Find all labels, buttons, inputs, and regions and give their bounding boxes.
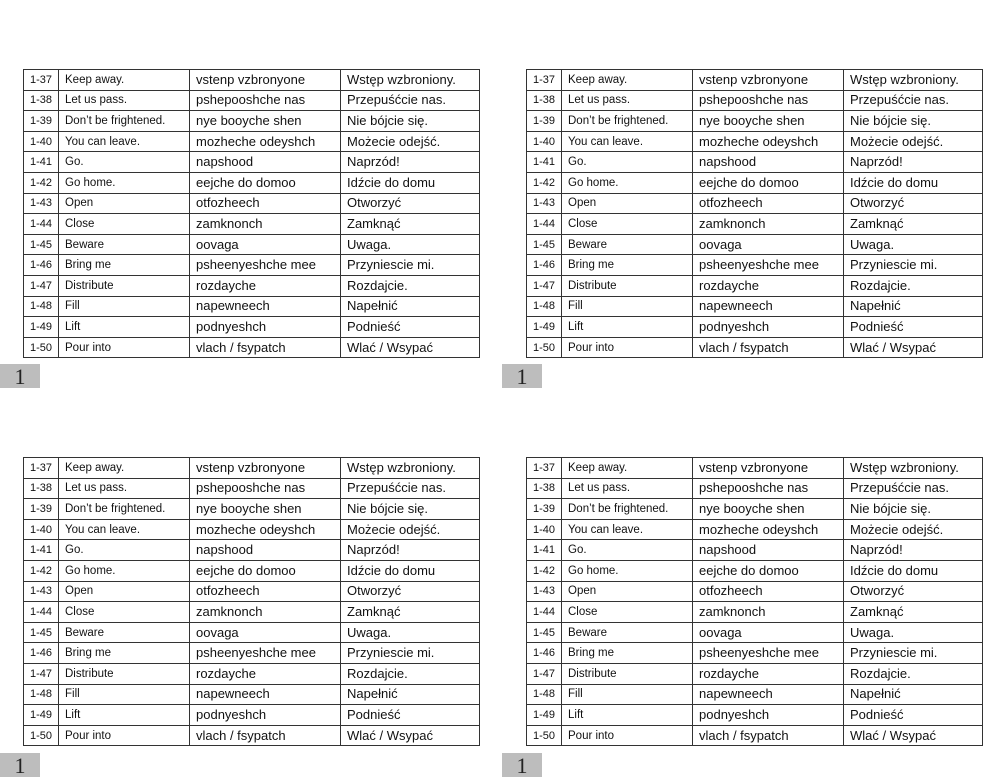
table-row	[527, 296, 983, 317]
row-number: 1-48	[527, 296, 562, 317]
phonetic-phrase: mozheche odeyshch	[693, 131, 844, 152]
polish-phrase: Naprzód!	[341, 152, 480, 173]
phonetic-phrase: rozdayche	[190, 663, 341, 684]
polish-phrase: Przepuśćcie nas.	[341, 90, 480, 111]
phonetic-phrase: napewneech	[190, 296, 341, 317]
phonetic-phrase: rozdayche	[190, 275, 341, 296]
english-phrase: Go home.	[562, 172, 693, 193]
english-phrase: You can leave.	[59, 131, 190, 152]
polish-phrase: Idźcie do domu	[844, 560, 983, 581]
table-row	[24, 499, 480, 520]
polish-phrase: Rozdajcie.	[844, 663, 983, 684]
row-number: 1-43	[24, 581, 59, 602]
phonetic-phrase: napewneech	[693, 684, 844, 705]
english-phrase: Don’t be frightened.	[562, 499, 693, 520]
phonetic-phrase: otfozheech	[693, 193, 844, 214]
phonetic-phrase: mozheche odeyshch	[190, 131, 341, 152]
polish-phrase: Idźcie do domu	[341, 560, 480, 581]
page-number-badge: 1	[502, 753, 542, 777]
phonetic-phrase: pshepooshche nas	[693, 478, 844, 499]
phonetic-phrase: mozheche odeyshch	[693, 519, 844, 540]
table-row	[24, 684, 480, 705]
phonetic-phrase: napewneech	[190, 684, 341, 705]
table-row	[24, 663, 480, 684]
row-number: 1-49	[527, 317, 562, 338]
table-row	[24, 275, 480, 296]
table-row	[24, 214, 480, 235]
row-number: 1-41	[527, 540, 562, 561]
table-row	[24, 643, 480, 664]
row-number: 1-47	[24, 275, 59, 296]
row-number: 1-49	[527, 705, 562, 726]
polish-phrase: Podnieść	[341, 317, 480, 338]
row-number: 1-41	[24, 540, 59, 561]
polish-phrase: Otworzyć	[844, 193, 983, 214]
english-phrase: Don’t be frightened.	[562, 111, 693, 132]
phonetic-phrase: psheenyeshche mee	[190, 255, 341, 276]
phonetic-phrase: podnyeshch	[693, 705, 844, 726]
polish-phrase: Rozdajcie.	[844, 275, 983, 296]
phonetic-phrase: pshepooshche nas	[190, 90, 341, 111]
english-phrase: Close	[59, 214, 190, 235]
table-row	[527, 725, 983, 746]
row-number: 1-39	[527, 111, 562, 132]
polish-phrase: Przyniescie mi.	[844, 255, 983, 276]
polish-phrase: Nie bójcie się.	[844, 111, 983, 132]
phonetic-phrase: vlach / fsypatch	[190, 725, 341, 746]
english-phrase: Keep away.	[59, 458, 190, 479]
polish-phrase: Zamknąć	[341, 214, 480, 235]
page-number-badge: 1	[502, 364, 542, 388]
table-row	[527, 499, 983, 520]
row-number: 1-50	[24, 725, 59, 746]
phonetic-phrase: eejche do domoo	[693, 172, 844, 193]
english-phrase: Keep away.	[562, 458, 693, 479]
polish-phrase: Naprzód!	[844, 540, 983, 561]
english-phrase: You can leave.	[59, 519, 190, 540]
phonetic-phrase: podnyeshch	[693, 317, 844, 338]
english-phrase: Fill	[59, 296, 190, 317]
phonetic-phrase: nye booyche shen	[190, 499, 341, 520]
row-number: 1-44	[24, 214, 59, 235]
table-row	[527, 705, 983, 726]
english-phrase: Fill	[562, 684, 693, 705]
polish-phrase: Napełnić	[341, 684, 480, 705]
polish-phrase: Otworzyć	[341, 193, 480, 214]
english-phrase: Go.	[562, 540, 693, 561]
table-row	[24, 705, 480, 726]
table-row	[527, 478, 983, 499]
row-number: 1-37	[24, 70, 59, 91]
table-row	[527, 337, 983, 358]
phonetic-phrase: vlach / fsypatch	[693, 725, 844, 746]
english-phrase: Open	[562, 581, 693, 602]
polish-phrase: Podnieść	[341, 705, 480, 726]
row-number: 1-46	[527, 643, 562, 664]
english-phrase: Keep away.	[59, 70, 190, 91]
polish-phrase: Zamknąć	[844, 214, 983, 235]
row-number: 1-37	[527, 70, 562, 91]
english-phrase: Lift	[59, 705, 190, 726]
phonetic-phrase: eejche do domoo	[693, 560, 844, 581]
table-row	[527, 152, 983, 173]
table-row	[24, 581, 480, 602]
row-number: 1-40	[24, 131, 59, 152]
phonetic-phrase: nye booyche shen	[693, 499, 844, 520]
english-phrase: Don’t be frightened.	[59, 111, 190, 132]
polish-phrase: Rozdajcie.	[341, 663, 480, 684]
phonetic-phrase: oovaga	[693, 622, 844, 643]
row-number: 1-39	[24, 499, 59, 520]
english-phrase: Close	[562, 214, 693, 235]
row-number: 1-48	[24, 684, 59, 705]
phonetic-phrase: otfozheech	[693, 581, 844, 602]
english-phrase: Go.	[562, 152, 693, 173]
table-row	[24, 111, 480, 132]
polish-phrase: Wlać / Wsypać	[341, 725, 480, 746]
polish-phrase: Nie bójcie się.	[341, 499, 480, 520]
row-number: 1-45	[527, 234, 562, 255]
english-phrase: Lift	[562, 705, 693, 726]
english-phrase: Open	[562, 193, 693, 214]
table-row	[24, 458, 480, 479]
polish-phrase: Możecie odejść.	[844, 519, 983, 540]
polish-phrase: Rozdajcie.	[341, 275, 480, 296]
table-row	[24, 540, 480, 561]
phonetic-phrase: napshood	[190, 540, 341, 561]
english-phrase: Go home.	[59, 172, 190, 193]
english-phrase: Let us pass.	[562, 90, 693, 111]
table-row	[527, 519, 983, 540]
table-row	[24, 70, 480, 91]
english-phrase: You can leave.	[562, 131, 693, 152]
polish-phrase: Wlać / Wsypać	[341, 337, 480, 358]
polish-phrase: Napełnić	[844, 684, 983, 705]
polish-phrase: Wstęp wzbroniony.	[341, 458, 480, 479]
table-row	[527, 643, 983, 664]
english-phrase: You can leave.	[562, 519, 693, 540]
phonetic-phrase: zamknonch	[693, 602, 844, 623]
table-row	[527, 317, 983, 338]
table-row	[24, 337, 480, 358]
phrase-table	[526, 457, 983, 746]
phonetic-phrase: napshood	[190, 152, 341, 173]
row-number: 1-45	[24, 234, 59, 255]
english-phrase: Fill	[59, 684, 190, 705]
english-phrase: Distribute	[562, 663, 693, 684]
polish-phrase: Wstęp wzbroniony.	[844, 70, 983, 91]
english-phrase: Go home.	[59, 560, 190, 581]
table-row	[24, 172, 480, 193]
english-phrase: Lift	[562, 317, 693, 338]
polish-phrase: Wstęp wzbroniony.	[844, 458, 983, 479]
row-number: 1-47	[24, 663, 59, 684]
english-phrase: Pour into	[59, 337, 190, 358]
polish-phrase: Podnieść	[844, 705, 983, 726]
english-phrase: Distribute	[59, 275, 190, 296]
english-phrase: Don’t be frightened.	[59, 499, 190, 520]
row-number: 1-47	[527, 663, 562, 684]
table-row	[527, 684, 983, 705]
row-number: 1-50	[527, 337, 562, 358]
row-number: 1-37	[24, 458, 59, 479]
polish-phrase: Zamknąć	[844, 602, 983, 623]
table-row	[24, 131, 480, 152]
row-number: 1-43	[527, 581, 562, 602]
polish-phrase: Przepuśćcie nas.	[844, 478, 983, 499]
row-number: 1-44	[527, 602, 562, 623]
phonetic-phrase: podnyeshch	[190, 705, 341, 726]
english-phrase: Let us pass.	[562, 478, 693, 499]
polish-phrase: Nie bójcie się.	[844, 499, 983, 520]
english-phrase: Bring me	[562, 643, 693, 664]
row-number: 1-45	[24, 622, 59, 643]
table-row	[527, 540, 983, 561]
phonetic-phrase: oovaga	[190, 622, 341, 643]
polish-phrase: Idźcie do domu	[341, 172, 480, 193]
english-phrase: Keep away.	[562, 70, 693, 91]
row-number: 1-49	[24, 705, 59, 726]
phonetic-phrase: vstenp vzbronyone	[190, 458, 341, 479]
phrase-table	[526, 69, 983, 358]
page-number-badge: 1	[0, 364, 40, 388]
english-phrase: Let us pass.	[59, 90, 190, 111]
polish-phrase: Uwaga.	[844, 234, 983, 255]
polish-phrase: Naprzód!	[844, 152, 983, 173]
english-phrase: Open	[59, 581, 190, 602]
english-phrase: Pour into	[562, 337, 693, 358]
table-row	[24, 622, 480, 643]
row-number: 1-38	[24, 90, 59, 111]
english-phrase: Bring me	[59, 255, 190, 276]
table-row	[527, 172, 983, 193]
phonetic-phrase: psheenyeshche mee	[190, 643, 341, 664]
polish-phrase: Przepuśćcie nas.	[341, 478, 480, 499]
english-phrase: Bring me	[562, 255, 693, 276]
polish-phrase: Napełnić	[844, 296, 983, 317]
phonetic-phrase: zamknonch	[190, 214, 341, 235]
english-phrase: Go home.	[562, 560, 693, 581]
phonetic-phrase: oovaga	[693, 234, 844, 255]
english-phrase: Go.	[59, 152, 190, 173]
row-number: 1-45	[527, 622, 562, 643]
row-number: 1-39	[24, 111, 59, 132]
english-phrase: Go.	[59, 540, 190, 561]
polish-phrase: Podnieść	[844, 317, 983, 338]
polish-phrase: Możecie odejść.	[341, 131, 480, 152]
english-phrase: Distribute	[59, 663, 190, 684]
table-row	[24, 234, 480, 255]
row-number: 1-46	[24, 255, 59, 276]
phonetic-phrase: oovaga	[190, 234, 341, 255]
row-number: 1-47	[527, 275, 562, 296]
row-number: 1-40	[527, 519, 562, 540]
table-row	[527, 111, 983, 132]
phonetic-phrase: otfozheech	[190, 581, 341, 602]
table-row	[527, 214, 983, 235]
english-phrase: Fill	[562, 296, 693, 317]
table-row	[24, 296, 480, 317]
row-number: 1-42	[24, 560, 59, 581]
phonetic-phrase: psheenyeshche mee	[693, 643, 844, 664]
table-row	[24, 90, 480, 111]
english-phrase: Bring me	[59, 643, 190, 664]
row-number: 1-43	[24, 193, 59, 214]
english-phrase: Beware	[59, 234, 190, 255]
phonetic-phrase: zamknonch	[693, 214, 844, 235]
row-number: 1-49	[24, 317, 59, 338]
english-phrase: Close	[562, 602, 693, 623]
table-row	[527, 90, 983, 111]
english-phrase: Distribute	[562, 275, 693, 296]
polish-phrase: Otworzyć	[341, 581, 480, 602]
english-phrase: Lift	[59, 317, 190, 338]
table-row	[24, 152, 480, 173]
table-row	[24, 255, 480, 276]
row-number: 1-46	[527, 255, 562, 276]
table-row	[527, 560, 983, 581]
table-row	[24, 317, 480, 338]
table-row	[527, 602, 983, 623]
phonetic-phrase: vlach / fsypatch	[693, 337, 844, 358]
table-row	[527, 622, 983, 643]
row-number: 1-48	[527, 684, 562, 705]
phonetic-phrase: vstenp vzbronyone	[693, 70, 844, 91]
phonetic-phrase: nye booyche shen	[693, 111, 844, 132]
row-number: 1-41	[527, 152, 562, 173]
polish-phrase: Możecie odejść.	[341, 519, 480, 540]
row-number: 1-38	[24, 478, 59, 499]
phonetic-phrase: psheenyeshche mee	[693, 255, 844, 276]
phonetic-phrase: napshood	[693, 540, 844, 561]
phrase-table	[23, 69, 480, 358]
english-phrase: Beware	[562, 622, 693, 643]
phonetic-phrase: otfozheech	[190, 193, 341, 214]
table-row	[24, 478, 480, 499]
phonetic-phrase: podnyeshch	[190, 317, 341, 338]
row-number: 1-41	[24, 152, 59, 173]
phrase-table	[23, 457, 480, 746]
table-row	[527, 458, 983, 479]
table-row	[24, 560, 480, 581]
polish-phrase: Zamknąć	[341, 602, 480, 623]
polish-phrase: Przepuśćcie nas.	[844, 90, 983, 111]
table-row	[527, 70, 983, 91]
polish-phrase: Wstęp wzbroniony.	[341, 70, 480, 91]
polish-phrase: Idźcie do domu	[844, 172, 983, 193]
phonetic-phrase: vlach / fsypatch	[190, 337, 341, 358]
row-number: 1-44	[24, 602, 59, 623]
row-number: 1-42	[24, 172, 59, 193]
phonetic-phrase: eejche do domoo	[190, 560, 341, 581]
polish-phrase: Przyniescie mi.	[341, 255, 480, 276]
english-phrase: Close	[59, 602, 190, 623]
row-number: 1-43	[527, 193, 562, 214]
english-phrase: Beware	[59, 622, 190, 643]
phonetic-phrase: zamknonch	[190, 602, 341, 623]
row-number: 1-38	[527, 478, 562, 499]
phonetic-phrase: vstenp vzbronyone	[190, 70, 341, 91]
row-number: 1-42	[527, 560, 562, 581]
phonetic-phrase: nye booyche shen	[190, 111, 341, 132]
english-phrase: Open	[59, 193, 190, 214]
english-phrase: Pour into	[562, 725, 693, 746]
phonetic-phrase: mozheche odeyshch	[190, 519, 341, 540]
polish-phrase: Wlać / Wsypać	[844, 725, 983, 746]
polish-phrase: Uwaga.	[341, 622, 480, 643]
row-number: 1-50	[527, 725, 562, 746]
phonetic-phrase: pshepooshche nas	[693, 90, 844, 111]
english-phrase: Pour into	[59, 725, 190, 746]
polish-phrase: Przyniescie mi.	[844, 643, 983, 664]
polish-phrase: Otworzyć	[844, 581, 983, 602]
table-row	[24, 193, 480, 214]
polish-phrase: Przyniescie mi.	[341, 643, 480, 664]
phonetic-phrase: rozdayche	[693, 663, 844, 684]
polish-phrase: Możecie odejść.	[844, 131, 983, 152]
row-number: 1-44	[527, 214, 562, 235]
phonetic-phrase: napewneech	[693, 296, 844, 317]
polish-phrase: Nie bójcie się.	[341, 111, 480, 132]
table-row	[527, 131, 983, 152]
row-number: 1-48	[24, 296, 59, 317]
page-number-badge: 1	[0, 753, 40, 777]
row-number: 1-40	[527, 131, 562, 152]
row-number: 1-37	[527, 458, 562, 479]
polish-phrase: Napełnić	[341, 296, 480, 317]
table-row	[527, 234, 983, 255]
table-row	[527, 255, 983, 276]
english-phrase: Let us pass.	[59, 478, 190, 499]
table-row	[24, 602, 480, 623]
phonetic-phrase: napshood	[693, 152, 844, 173]
table-row	[527, 663, 983, 684]
polish-phrase: Naprzód!	[341, 540, 480, 561]
phonetic-phrase: rozdayche	[693, 275, 844, 296]
polish-phrase: Uwaga.	[341, 234, 480, 255]
phonetic-phrase: pshepooshche nas	[190, 478, 341, 499]
row-number: 1-39	[527, 499, 562, 520]
table-row	[527, 581, 983, 602]
table-row	[527, 275, 983, 296]
polish-phrase: Uwaga.	[844, 622, 983, 643]
polish-phrase: Wlać / Wsypać	[844, 337, 983, 358]
table-row	[24, 519, 480, 540]
table-row	[527, 193, 983, 214]
row-number: 1-42	[527, 172, 562, 193]
row-number: 1-50	[24, 337, 59, 358]
row-number: 1-40	[24, 519, 59, 540]
phonetic-phrase: vstenp vzbronyone	[693, 458, 844, 479]
english-phrase: Beware	[562, 234, 693, 255]
row-number: 1-46	[24, 643, 59, 664]
phonetic-phrase: eejche do domoo	[190, 172, 341, 193]
row-number: 1-38	[527, 90, 562, 111]
table-row	[24, 725, 480, 746]
